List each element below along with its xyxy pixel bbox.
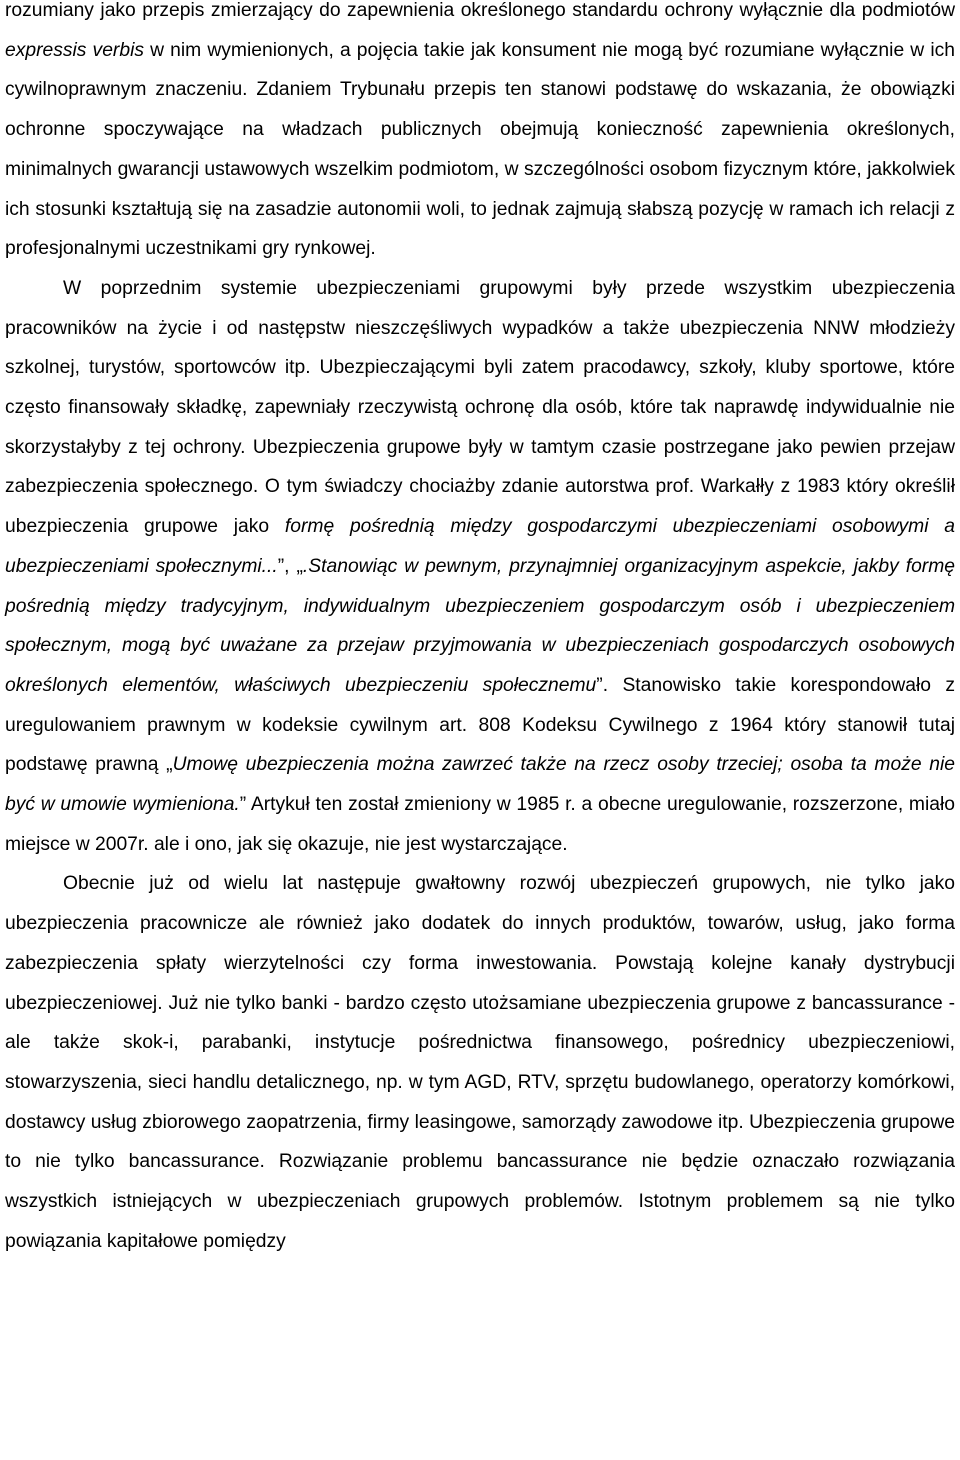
text-segment: rozumiany jako przepis zmierzający do zapewnienia określonego standardu ochrony wyłącznie dla podmiotów: [5, 0, 955, 21]
text-segment: w nim wymienionych, a pojęcia takie jak konsument nie mogą być rozumiane wyłącznie w ich cywilnoprawnym znaczeniu. Zdaniem Trybunału przepis ten stanowi podstawę do wskazania, że obowiązki ochronne spoczywające na władzach publicznych obejmują konieczność zapewnienia określonych, minimalnych gwarancji ustawowych wszelkim podmiotom, w szczególności osobom fizycznym które, jakkolwiek ich stosunki kształtują się na zasadzie autonomii woli, to jednak zajmują słabszą pozycję w ramach ich relacji z profesjonalnymi uczestnikami gry rynkowej.: [5, 39, 955, 260]
italic-text-segment: expressis verbis: [5, 39, 144, 61]
text-segment: ”. Stanowisko takie korespondowało z uregulowaniem prawnym w kodeksie cywilnym art. 808 Kodeksu Cywilnego z 1964 który stanowił tutaj podstawę prawną „: [5, 674, 955, 776]
paragraph: [5, 269, 955, 865]
paragraph: [5, 0, 955, 269]
text-segment: W poprzednim systemie ubezpieczeniami grupowymi były przede wszystkim ubezpieczenia pracowników na życie i od następstw nieszczęśliwych wypadków a także ubezpieczenia NNW młodzieży szkolnej, turystów, sportowców itp. Ubezpieczającymi byli zatem pracodawcy, szkoły, kluby sportowe, które często finansowały składkę, zapewniały rzeczywistą ochronę dla osób, które tak naprawdę indywidualnie nie skorzystałyby z tej ochrony. Ubezpieczenia grupowe były w tamtym czasie postrzegane jako pewien przejaw zabezpieczenia społecznego. O tym świadczy chociażby zdanie autorstwa prof. Warkałły z 1983 który określił ubezpieczenia grupowe jako: [5, 277, 955, 538]
italic-text-segment: Umowę ubezpieczenia można zawrzeć także na rzecz osoby trzeciej; osoba ta może nie być w umowie wymieniona.: [5, 754, 955, 816]
text-segment: Obecnie już od wielu lat następuje gwałtowny rozwój ubezpieczeń grupowych, nie tylko jako ubezpieczenia pracownicze ale również jako dodatek do innych produktów, towarów, usług, jako forma zabezpieczenia spłaty wierzytelności czy forma inwestowania. Powstają kolejne kanały dystrybucji ubezpieczeniowej. Już nie tylko banki - bardzo często utożsamiane ubezpieczenia grupowe z bancassurance - ale także skok-i, parabanki, instytucje pośrednictwa finansowego, pośrednicy ubezpieczeniowi, stowarzyszenia, sieci handlu detalicznego, np. w tym AGD, RTV, sprzętu budowlanego, operatorzy komórkowi, dostawcy usług zbiorowego zaopatrzenia, firmy leasingowe, samorządy zawodowe itp. Ubezpieczenia grupowe to nie tylko bancassurance. Rozwiązanie problemu bancassurance nie będzie oznaczało rozwiązania wszystkich istniejących w ubezpieczeniach grupowych problemów. Istotnym problemem są nie tylko powiązania kapitałowe pomiędzy: [5, 873, 955, 1252]
text-segment: ”, „: [277, 555, 303, 577]
italic-text-segment: .Stanowiąc w pewnym, przynajmniej organizacyjnym aspekcie, jakby formę pośrednią między tradycyjnym, indywidualnym ubezpieczeniem gospodarczym osób i ubezpieczeniem społecznym, mogą być uważane za przejaw przyjmowania w ubezpieczeniach gospodarczych osobowych określonych elementów, właściwych ubezpieczeniu społecznemu: [5, 555, 955, 696]
paragraph: [5, 864, 955, 1261]
text-segment: ” Artykuł ten został zmieniony w 1985 r. a obecne uregulowanie, rozszerzone, miało miejsce w 2007r. ale i ono, jak się okazuje, nie jest wystarczające.: [5, 794, 956, 855]
italic-text-segment: formę pośrednią między gospodarczymi ubezpieczeniami osobowymi a ubezpieczeniami społecznymi...: [5, 516, 955, 577]
